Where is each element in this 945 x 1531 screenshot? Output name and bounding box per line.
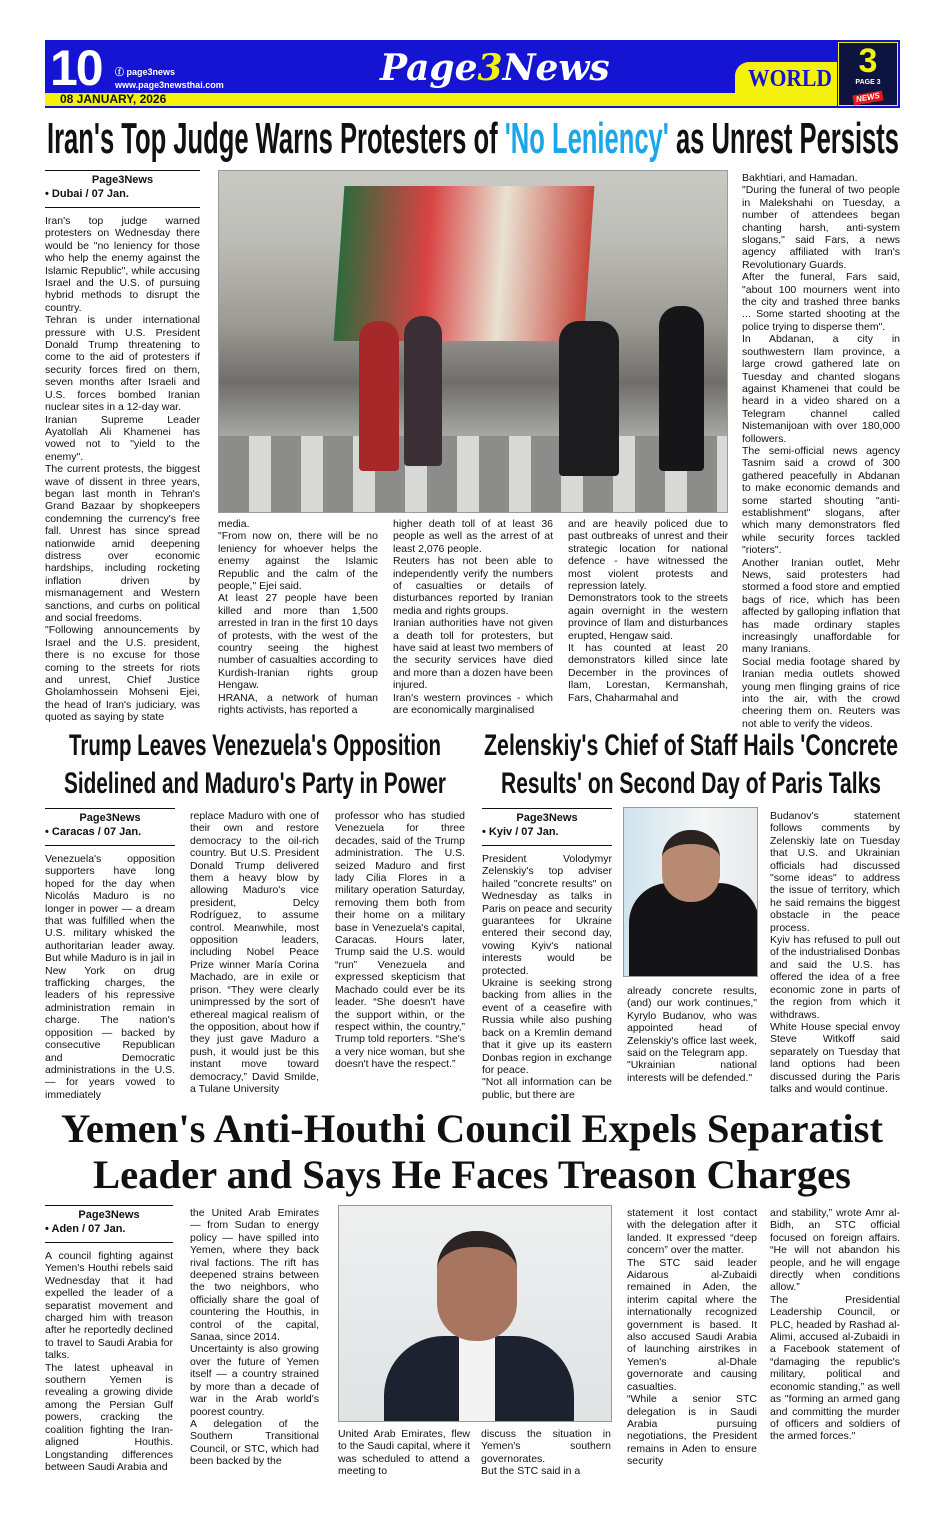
venezuela-column-3 bbox=[335, 810, 465, 1071]
headline-iran: Iran's Top Judge Warns Protesters of 'No Leniency' as Unrest Persists bbox=[47, 114, 899, 163]
byline: Page3News • Aden / 07 Jan. bbox=[45, 1205, 173, 1243]
figure-head bbox=[437, 1231, 517, 1341]
paragraph: Iranian authorities have not given a death toll for protesters, but have said at least two members of the security services have died and more than a dozen have been injured. bbox=[393, 617, 553, 692]
paragraph: “While a senior STC delegation is in Saudi Arabia pursuing negotiations, the President remains in Aden to ensure security bbox=[627, 1393, 757, 1468]
yemen-column-1 bbox=[45, 1205, 173, 1473]
paragraph: media. bbox=[218, 518, 250, 530]
paragraph: The semi-official news agency Tasnim said a crowd of 300 gathered peacefully in Abdanan to make economic demands and some started shouting "anti-establishment" slogans, after which many demonstrators fled while security forces tackled "rioters". bbox=[742, 444, 900, 557]
iran-column-2 bbox=[218, 518, 378, 717]
paragraph: The latest upheaval in southern Yemen is revealing a growing divide among the Persian Gulf powers, cracking the coalition fighting the Iran-aligned Houthis. Longstanding differences between Saudi Arabia and bbox=[45, 1361, 173, 1473]
paragraph: "During the funeral of two people in Malekshahi on Tuesday, a number of attendees began chanting harsh, anti-system slogans," said Fars, a news agency affiliated with Iran's Revolutionary Guards. bbox=[742, 184, 900, 271]
venezuela-column-1 bbox=[45, 808, 175, 1101]
paragraph: and are heavily policed due to past outbreaks of unrest and their strategic location for national defence - have witnessed the most violent protests and repression lately. bbox=[568, 518, 728, 593]
paragraph: Bakhtiari, and Hamadan. bbox=[742, 172, 858, 184]
yemen-column-2 bbox=[190, 1207, 319, 1468]
paragraph: But the STC said in a bbox=[481, 1465, 581, 1478]
paragraph: Iranian Supreme Leader Ayatollah Ali Khamenei has vowed not to "yield to the enemy". bbox=[45, 413, 200, 463]
paragraph: Social media footage shared by Iranian media outlets showed young men flinging grains of rice into the air, with the crowd cheering them on. Reuters was not able to verify the videos. bbox=[742, 655, 900, 730]
billboard-image bbox=[334, 186, 595, 341]
paragraph: "Not all information can be public, but there are bbox=[482, 1076, 612, 1101]
paragraph: statement it lost contact with the delegation after it landed. It expressed “deep concern” over the matter. bbox=[627, 1207, 757, 1257]
iran-column-1 bbox=[45, 170, 200, 724]
paragraph: United Arab Emirates, flew to the Saudi capital, where it was scheduled to attend a meeting to bbox=[338, 1428, 470, 1478]
byline: Page3News • Caracas / 07 Jan. bbox=[45, 808, 175, 846]
protest-street-photo bbox=[218, 170, 728, 513]
paragraph: Another Iranian outlet, Mehr News, said protesters had stormed a food store and emptied bags of rice, which has been affected by galloping inflation that has made ordinary staples increasingly unaffordable for many Iranians. bbox=[742, 556, 900, 656]
yemen-column-3 bbox=[338, 1428, 470, 1478]
paragraph: "Following announcements by Israel and the U.S. president, there is no excuse for those coming to the streets for riots and unrest, Chief Justice Gholamhossein Mohseni Ejei, the head of Iran's judiciary, was quoted as saying by state bbox=[45, 624, 200, 724]
section-label: WORLD bbox=[748, 66, 833, 92]
headline-yemen-line1: Yemen's Anti-Houthi Council Expels Separatist bbox=[61, 1106, 884, 1151]
pedestrian-figure bbox=[404, 316, 442, 466]
iran-column-4 bbox=[568, 518, 728, 704]
paragraph: professor who has studied Venezuela for three decades, said of the Trump administration. The U.S. seized Maduro and first lady Cilia Flores in a military operation Saturday, removing them both from their home on a military base in Venezuela's capital, Caracas. Hours later, Trump said the U.S. would “run” Venezuela and expressed skepticism that Machado could ever be its leader. “She doesn't have the support within, or the respect within, the country,” Trump told reporters. “She's a very nice woman, but she doesn't have the respect.” bbox=[335, 810, 465, 1071]
figure-shirt bbox=[459, 1336, 495, 1422]
paragraph: A delegation of the Southern Transitional Council, or STC, which had been backed by the bbox=[190, 1417, 319, 1468]
paragraph: higher death toll of at least 36 people as well as the arrest of at least 2,076 people. bbox=[393, 518, 553, 555]
zelenskiy-photo bbox=[623, 807, 758, 977]
page3-news-logo: 3 PAGE 3 NEWS bbox=[838, 42, 898, 106]
paragraph: A council fighting against Yemen's Houthi rebels said Wednesday that it had expelled the leader of a separatist movement and charged him with treason after he reportedly declined to travel to Saudi Arabia for talks. bbox=[45, 1250, 173, 1362]
paragraph: replace Maduro with one of their own and restore democracy to the oil-rich country. But U.S. President Donald Trump delivered them a heavy blow by allowing Maduro's vice president, Delcy Rodríguez, to assume control. Meanwhile, most opposition leaders, including Nobel Peace Prize winner María Corina Machado, are in exile or prison. “They were clearly unimpressed by the sort of ethereal magical realism of the opposition, about how if they just gave Maduro a push, it would just be this instant move toward democracy,” David Smilde, a Tulane University bbox=[190, 810, 319, 1095]
ukraine-column-2 bbox=[627, 985, 757, 1084]
venezuela-column-2 bbox=[190, 810, 319, 1095]
pedestrian-figure bbox=[659, 306, 704, 471]
pedestrian-figure bbox=[559, 321, 619, 476]
paragraph: Tehran is under international pressure with U.S. President Donald Trump threatening to come to the aid of protesters if security forces fired on them, seven months after Israeli and U.S. forces bombed Iranian nuclear sites in a 12-day war. bbox=[45, 314, 200, 414]
al-zubaidi-photo bbox=[338, 1205, 612, 1422]
paragraph: The STC said leader Aidarous al-Zubaidi remained in Aden, the interim capital where the internationally recognized government is based. It also accused Saudi Arabia of launching airstrikes in Yemen's al-Dhale governorate and causing casualties. bbox=[627, 1256, 757, 1393]
paragraph: the United Arab Emirates — from Sudan to energy policy — have spilled into Yemen, where they back rival factions. The rift has deepened strains between the two neighbors, who officially share the goal of countering the Houthis, in control of the capital, Sanaa, since 2014. bbox=[190, 1207, 319, 1344]
paragraph: and stability,” wrote Amr al-Bidh, an STC official focused on foreign affairs. “He will not abandon his people, and he will engage directly when conditions allow.” bbox=[770, 1207, 900, 1294]
byline: Page3News • Kyiv / 07 Jan. bbox=[482, 808, 612, 846]
paragraph: At least 27 people have been killed and more than 1,500 arrested in Iran in the first 10 days of protests, with the west of the country seeing the highest number of casualties according to Kurdish-Iranian rights group Hengaw. bbox=[218, 592, 378, 692]
paragraph: The current protests, the biggest wave of dissent in three years, began last month in Tehran's Grand Bazaar by shopkeepers condemning the currency's free fall. Unrest has since spread nationwide amid deepening distress over economic hardships, including rocketing inflation driven by mismanagement and Western sanctions, and curbs on political and social freedoms. bbox=[45, 463, 200, 624]
headline-ukraine-line1: Zelenskiy's Chief of Staff Hails 'Concrete bbox=[484, 729, 898, 762]
paragraph: "Ukrainian national interests will be defended." bbox=[627, 1059, 757, 1084]
paragraph: Ukraine is seeking strong backing from allies in the event of a ceasefire with Russia while also pushing back on a Kremlin demand that it give up its eastern Donbas region in exchange for peace. bbox=[482, 977, 612, 1076]
iran-column-3 bbox=[393, 518, 553, 717]
crosswalk bbox=[219, 436, 728, 513]
paragraph: Kyiv has refused to pull out of the industrialised Donbas and said the U.S. has offered the idea of a free economic zone in parts of the region from which it withdraws. bbox=[770, 934, 900, 1021]
paragraph: The Presidential Leadership Council, or PLC, headed by Rashad al-Alimi, accused al-Zubaidi in a Facebook statement of “damaging the republic's military, political and economic standing,” as well as "forming an armed gang and committing the murder of officers and soldiers of the armed forces." bbox=[770, 1293, 900, 1443]
paragraph: "From now on, there will be no leniency for whoever helps the enemy against the Islamic Republic and the calm of the people," Ejei said. bbox=[218, 530, 378, 593]
yemen-column-5 bbox=[627, 1207, 757, 1468]
paragraph: President Volodymyr Zelenskiy's top adviser hailed "concrete results" on Wednesday as talks in Paris on peace and security guarantees for Ukraine entered their second day, vowing Kyiv's national interests would be protected. bbox=[482, 853, 612, 977]
facebook-icon: ⓕ bbox=[115, 67, 127, 77]
paragraph: HRANA, a network of human rights activists, has reported a bbox=[218, 691, 378, 717]
ukraine-column-1 bbox=[482, 808, 612, 1101]
paragraph: Reuters has not been able to independently verify the numbers of casualties or details of disturbances reported by Iranian media and rights groups. bbox=[393, 555, 553, 617]
paragraph: Iran's top judge warned protesters on Wednesday there would be "no leniency for those who help the enemy against the Islamic Republic", while accusing Israel and the U.S. of pursuing hybrid methods to disrupt the country. bbox=[45, 215, 200, 314]
paragraph: White House special envoy Steve Witkoff said separately on Tuesday that land options had been discussed during the Paris talks and would continue. bbox=[770, 1020, 900, 1095]
website-link[interactable]: www.page3newsthai.com bbox=[115, 80, 224, 90]
byline: Page3News • Dubai / 07 Jan. bbox=[45, 170, 200, 208]
yemen-column-6 bbox=[770, 1207, 900, 1443]
headline-venezuela-line1: Trump Leaves Venezuela's Opposition bbox=[69, 729, 441, 762]
paragraph: discuss the situation in Yemen's southern governorates. bbox=[481, 1428, 611, 1465]
paragraph: Demonstrators took to the streets again overnight in the western province of Ilam and disturbances erupted, Hengaw said. bbox=[568, 592, 728, 642]
headline-venezuela-line2: Sidelined and Maduro's Party in Power bbox=[64, 767, 446, 800]
paragraph: Budanov's statement follows comments by Zelenskiy late on Tuesday that U.S. and Ukrainian officials had discussed "some ideas" to address the issue of territory, which he said remains the biggest obstacle in the peace process. bbox=[770, 810, 900, 934]
yemen-column-4 bbox=[481, 1428, 611, 1478]
ukraine-column-3 bbox=[770, 810, 900, 1095]
paragraph: After the funeral, Fars said, "about 100 mourners went into the city and trashed three banks ... Some started shooting at the police trying to disperse them". bbox=[742, 271, 900, 333]
paragraph: Iran's western provinces - which are economically marginalised bbox=[393, 691, 553, 717]
paragraph: It has counted at least 20 demonstrators killed since late December in the provinces of Ilam, Lorestan, Kermanshah, Fars, Chaharmahal and bbox=[568, 642, 728, 704]
issue-date: 08 JANUARY, 2026 bbox=[60, 92, 167, 106]
iran-column-5 bbox=[742, 172, 900, 730]
page-number: 10 bbox=[50, 40, 102, 96]
paragraph: Venezuela's opposition supporters have long hoped for the day when Nicolás Maduro is no longer in power — a dream that was fulfilled when the U.S. military whisked the authoritarian leader away. But while Maduro is in jail in New York on drug trafficking charges, the leaders of his repressive administration remain in charge. The nation's opposition — backed by consecutive Republican and Democratic administrations in the U.S. — for years vowed to immediately bbox=[45, 853, 175, 1101]
pedestrian-figure bbox=[359, 321, 399, 471]
paragraph: Uncertainty is also growing over the future of Yemen itself — a country strained by more than a decade of war in the Arab world's poorest country. bbox=[190, 1343, 319, 1418]
headline-ukraine-line2: Results' on Second Day of Paris Talks bbox=[501, 767, 881, 800]
brand-logo: Page3News bbox=[380, 47, 610, 89]
figure-head bbox=[662, 830, 720, 902]
paragraph: In Abdanan, a city in southwestern Ilam province, a large crowd gathered late on Tuesday and chanted slogans against Khamenei that could be heard in a video shared on a Telegram channel called Nistemanijoan with over 180,000 followers. bbox=[742, 333, 900, 445]
headline-yemen-line2: Leader and Says He Faces Treason Charges bbox=[93, 1152, 852, 1197]
facebook-handle[interactable]: ⓕ page3news bbox=[115, 67, 176, 77]
paragraph: already concrete results, (and) our work continues," Kyrylo Budanov, who was appointed head of Zelenskiy's office last week, said on the Telegram app. bbox=[627, 985, 757, 1060]
